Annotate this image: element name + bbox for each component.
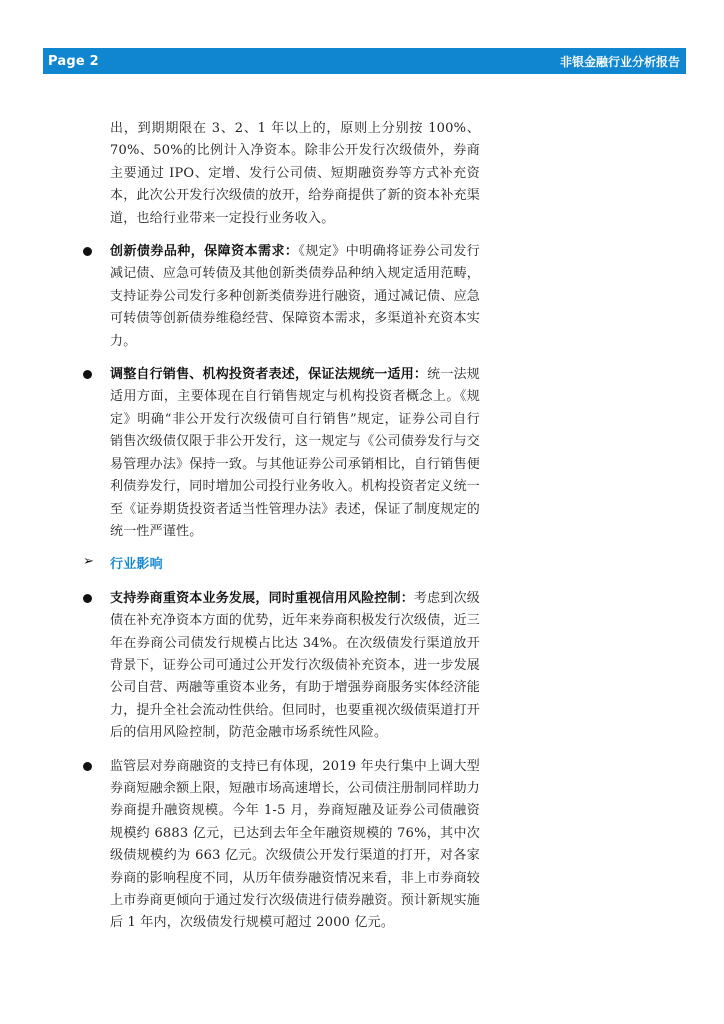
list-item-body: 考虑到次级债在补充净资本方面的优势，近年来券商积极发行次级债，近三年在券商公司债发行规模占比达 34%。在次级债发行渠道放开背景下，证券公司可通过公开发行次级债补充资本，进一步发展公司自营、两融等重资本业务，有助于增强券商服务实体经济能力，提升全社会流动性供给。但同时，也要重视次级债渠道打开后的信用风险控制，防范金融市场系统性风险。 [110,590,480,741]
intro-paragraph-block [80,118,480,230]
list-item-body: 《规定》中明确将证券公司发行减记债、应急可转债及其他创新类债券品种纳入规定适用范畴，支持证券公司发行多种创新类债券进行融资，通过减记债、应急可转债等创新债券维稳经营、保障资本需求，多渠道补充资本实力。 [110,244,480,349]
list-item-self-sales [80,364,480,543]
section-heading-industry-impact [80,554,480,576]
list-item-text [110,241,480,353]
list-item-body: 监管层对券商融资的支持已有体现，2019 年央行集中上调大型券商短融余额上限，短融市场高速增长，公司债注册制同样助力券商提升融资规模。今年 1-5 月，券商短融及证券公司债融资规模约 6883 亿元，已达到去年全年融资规模的 76%，其中次级债规模约为 663 亿元。次级债公开发行渠道的打开，对各家券商的影响程度不同，从历年债券融资情况来看，非上市券商较上市券商更倾向于通过发行次级债进行债券融资。预计新规实施后 1 年内，次级债发行规模可超过 2000 亿元。 [110,758,480,931]
list-item-text [110,364,480,543]
list-item-innovative-bonds [80,241,480,353]
list-item-text [110,588,480,745]
list-item-heading: 支持券商重资本业务发展，同时重视信用风险控制： [110,590,414,606]
bullet-dot-icon [83,247,92,256]
list-item-regulatory-support [80,756,480,935]
list-item-capital-business [80,588,480,745]
bullet-dot-icon [83,762,92,771]
page-header-bar [43,48,686,74]
document-body [80,118,480,935]
bullet-dot-icon [83,370,92,379]
report-title: 非银金融行业分析报告 [559,54,680,69]
intro-paragraph: 出，到期期限在 3、2、1 年以上的，原则上分别按 100%、70%、50%的比例计入净资本。除非公开发行次级债外，券商主要通过 IPO、定增、发行公司债、短期融资券等方式补充资本，此次公开发行次级债的放开，给券商提供了新的资本补充渠道，也给行业带来一定投行业务收入。 [110,121,480,226]
list-item-heading: 创新债券品种，保障资本需求： [110,244,299,260]
list-item-body: 统一法规适用方面，主要体现在自行销售规定与机构投资者概念上。《规定》明确“非公开发行次级债可自行销售”规定，证券公司自行销售次级债仅限于非公开发行，这一规定与《公司债券发行与交易管理办法》保持一致。与其他证券公司承销相比，自行销售便利债券发行，同时增加公司投行业务收入。机构投资者定义统一至《证券期货投资者适当性管理办法》表述，保证了制度规定的统一性严谨性。 [110,367,480,539]
bullet-dot-icon [83,594,92,603]
arrow-bullet-icon: ➢ [83,554,94,570]
section-title: 行业影响 [110,557,163,573]
page-number-label: Page 2 [48,53,99,69]
list-item-heading: 调整自行销售、机构投资者表述，保证法规统一适用： [110,367,428,383]
